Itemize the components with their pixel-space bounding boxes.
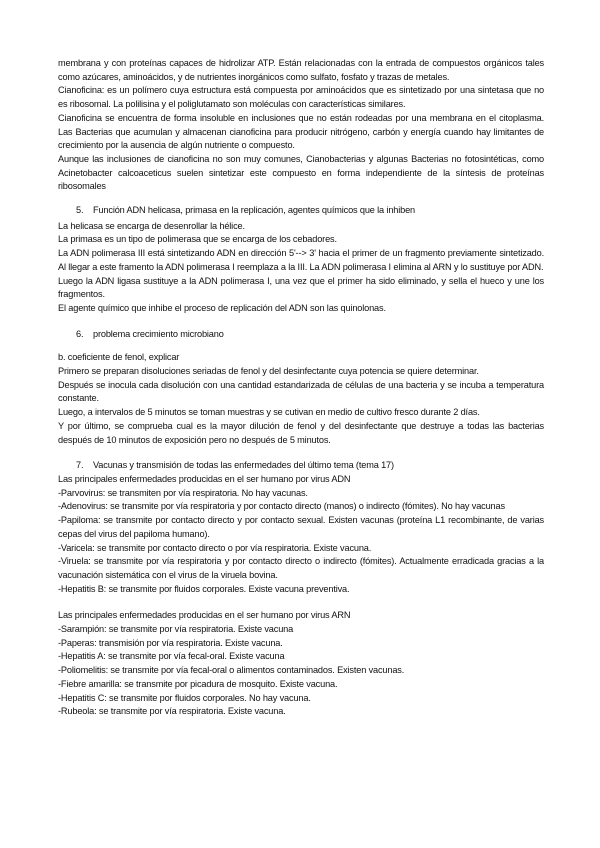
section-6-number: 6. [76, 328, 84, 339]
section-5-title: Función ADN helicasa, primasa en la replicación, agentes químicos que la inhiben [93, 205, 416, 216]
paragraph-cianoficina-definition: Cianoficina: es un polímero cuya estructura está compuesta por aminoácidos que es sintetizado por una sintetasa que no es ribosomal. La polilisina y el poliglutamato son moléculas con características similares. [58, 85, 544, 110]
section-5-line-polimerasa: La ADN polimerasa III está sintetizando ADN en dirección 5'--> 3' hacia el primer de un fragmento previamente sintetizado. Al llegar a este framento la ADN polimerasa I reemplaza a la III. La ADN polimerasa I elimina al ARN y lo sustituye por ADN. [58, 248, 544, 272]
adn-item-adenovirus: -Adenovirus: se transmite por vía respiratoria y por contacto directo (manos) o indirecto (fómites). No hay vacunas [58, 501, 505, 512]
paragraph-membrana: membrana y con proteínas capaces de hidrolizar ATP. Están relacionadas con la entrada de compuestos orgánicos tales como azúcares, aminoácidos, y de nutrientes inorgánicos como sulfato, fosfato y trazas de metales. [58, 58, 544, 82]
section-7-title: Vacunas y transmisión de todas las enfermedades del último tema (tema 17) [93, 460, 394, 471]
spacer [58, 596, 544, 609]
section-6-heading [58, 328, 544, 342]
section-5-line-helicasa: La helicasa se encarga de desenrollar la hélice. [58, 220, 245, 231]
adn-item-viruela: -Viruela: se transmite por vía respiratoria y por contacto directo o indirecto (fómites). Actualmente erradicada gracias a la vacunación sistemática con el virus de la viruela bovina. [58, 556, 544, 580]
section-6b-line-2: Después se inocula cada disolución con una cantidad estandarizada de células de una bacteria y se incuba a temperatura constante. [58, 379, 544, 404]
section-7-arn-intro: Las principales enfermedades producidas en el ser humano por virus ARN [58, 610, 351, 621]
arn-item-paperas: -Paperas: transmisión por vía respiratoria. Existe vacuna. [58, 637, 283, 648]
section-6-title: problema crecimiento microbiano [93, 328, 224, 339]
document-page [58, 57, 544, 719]
section-6b-line-3: Luego, a intervalos de 5 minutos se toman muestras y se cutivan en medio de cultivo fresco durante 2 días. [58, 407, 480, 418]
section-5-line-quinolonas: El agente químico que inhibe el proceso de replicación del ADN son las quinolonas. [58, 302, 386, 313]
spacer [58, 343, 544, 351]
paragraph-cianoficina-bacteria: Aunque las inclusiones de cianoficina no son muy comunes, Cianobacterias y algunas Bacterias no fotosintéticas, como Acinetobacter calcoaceticus suelen sintetizar este compuesto en forma independiente de la síntesis de proteínas ribosomales [58, 153, 544, 192]
section-7-heading [58, 459, 544, 473]
arn-item-fiebre-amarilla: -Fiebre amarilla: se transmite por picadura de mosquito. Existe vacuna. [58, 678, 338, 689]
section-5-heading [58, 204, 544, 218]
section-7-adn-intro: Las principales enfermedades producidas en el ser humano por virus ADN [58, 473, 351, 484]
arn-item-sarampion: -Sarampión: se transmite por vía respiratoria. Existe vacuna [58, 624, 294, 635]
section-6b-line-1: Primero se preparan disoluciones seriadas de fenol y del desinfectante cuya potencia se quiere determinar. [58, 366, 479, 377]
adn-item-varicela: -Varicela: se transmite por contacto directo o por vía respiratoria. Existe vacuna. [58, 542, 372, 553]
section-6b-line-4: Y por último, se comprueba cual es la mayor dilución de fenol y del desinfectante que destruye a todas las bacterias después de 10 minutos de exposición pero no después de 5 minutos. [58, 420, 544, 445]
adn-item-parvovirus: -Parvovirus: se transmiten por vía respiratoria. No hay vacunas. [58, 487, 308, 498]
arn-item-hepatitis-a: -Hepatitis A: se transmite por vía fecal-oral. Existe vacuna [58, 651, 285, 662]
section-5-line-primasa: La primasa es un tipo de polimerasa que se encarga de los cebadores. [58, 234, 337, 245]
section-7-number: 7. [76, 460, 84, 471]
arn-item-rubeola: -Rubeola: se transmite por vía respiratoria. Existe vacuna. [58, 706, 286, 717]
adn-item-hepatitis-b: -Hepatitis B: se transmite por fluidos corporales. Existe vacuna preventiva. [58, 583, 350, 594]
arn-item-poliomelitis: -Poliomelitis: se transmite por vía fecal-oral o alimentos contaminados. Existen vacunas. [58, 665, 405, 676]
section-6b-title: b. coeficiente de fenol, explicar [58, 352, 180, 363]
paragraph-cianoficina-inclusions: Cianoficina se encuentra de forma insoluble en inclusiones que no están rodeadas por una membrana en el citoplasma. Las Bacterias que acumulan y almacenan cianoficina para producir nitrógeno, carbón y energía cuando hay limitantes de crecimiento por la ausencia de algún nutriente o compuesto. [58, 112, 544, 151]
section-5-line-ligasa: Luego la ADN ligasa sustituye a la ADN polimerasa I, una vez que el primer ha sido eliminado, y sella el hueco y une los fragmentos. [58, 275, 544, 300]
adn-item-papiloma: -Papiloma: se transmite por contacto directo y por contacto sexual. Existen vacunas (proteína L1 recombinante, de varias cepas del virus del papiloma humano). [58, 515, 544, 539]
arn-item-hepatitis-c: -Hepatitis C: se transmite por fluidos corporales. No hay vacuna. [58, 692, 311, 703]
section-5-number: 5. [76, 205, 84, 216]
